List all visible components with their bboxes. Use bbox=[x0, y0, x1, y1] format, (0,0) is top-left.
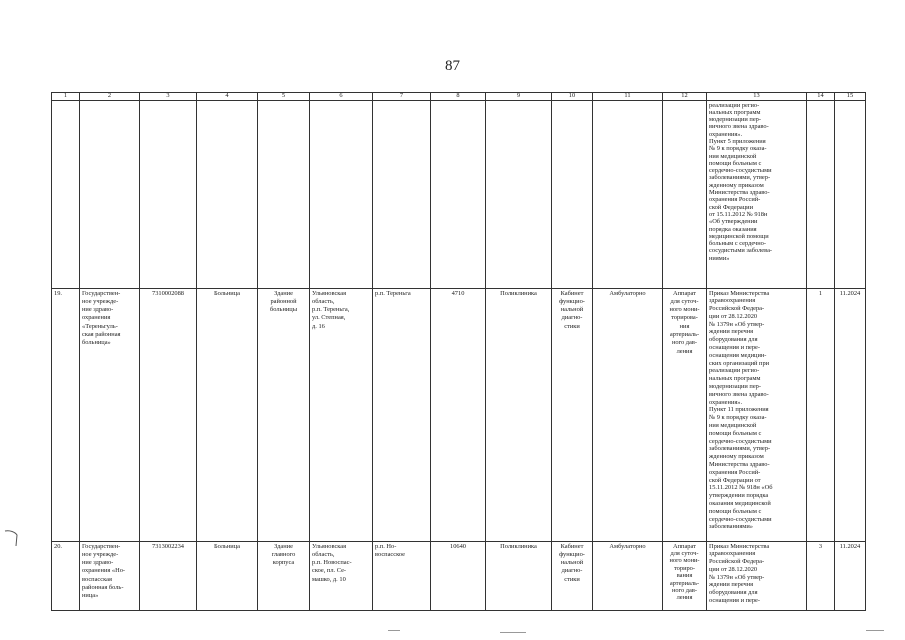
column-header: 13 bbox=[707, 93, 807, 101]
building-name: Здание главного корпуса bbox=[258, 541, 310, 610]
quantity: 3 bbox=[807, 541, 835, 610]
table-cell bbox=[310, 100, 373, 288]
quantity: 1 bbox=[807, 288, 835, 541]
unit: Поликлиника bbox=[486, 288, 552, 541]
deadline: 11.2024 bbox=[835, 288, 866, 541]
table-cell bbox=[431, 100, 486, 288]
population: 10640 bbox=[431, 541, 486, 610]
locality: р.п. Тереньга bbox=[373, 288, 431, 541]
table-cell bbox=[197, 100, 258, 288]
scan-artifact bbox=[500, 632, 526, 633]
column-header: 1 bbox=[52, 93, 80, 101]
facility-type: Больница bbox=[197, 288, 258, 541]
equipment: Аппарат для суточ- ного мони- ториро- вания артериаль- ного дав- ления bbox=[663, 541, 707, 610]
deadline: 11.2024 bbox=[835, 541, 866, 610]
locality: р.п. Но- воспасское bbox=[373, 541, 431, 610]
column-header: 11 bbox=[593, 93, 663, 101]
table-cell bbox=[552, 100, 593, 288]
table-cell bbox=[140, 100, 197, 288]
column-header: 15 bbox=[835, 93, 866, 101]
facility-type: Больница bbox=[197, 541, 258, 610]
column-header: 6 bbox=[310, 93, 373, 101]
care-type: Амбулаторно bbox=[593, 541, 663, 610]
table-cell bbox=[663, 100, 707, 288]
column-header: 3 bbox=[140, 93, 197, 101]
table-cell bbox=[80, 100, 140, 288]
table-cell bbox=[52, 100, 80, 288]
legal-basis: Приказ Министерства здравоохранения Российской Федера- ции от 28.12.2020 № 1379н «Об утвер- ждении перечня оборудования для оснащения и пере- bbox=[707, 541, 807, 610]
legal-basis: Приказ Министерства здравоохранения Российской Федера- ции от 28.12.2020 № 1379н «Об утвер- ждении перечня оборудования для оснащения и пере- оснащения медицин- ских организаций при реализации регио- нальных программ модернизации пер- вичного звена здраво- охранения». Пункт 11 приложения № 9 к порядку оказа- ния медицинской помощи больным с сердечно-сосудистыми заболеваниями, утвер- жденному приказом Министерства здраво- охранения Россий- ской Федерации от 15.11.2012 № 918н «Об утверждении порядка оказания медицинской помощи больным с сердечно-сосудистыми заболеваниями» bbox=[707, 288, 807, 541]
row-number: 19. bbox=[52, 288, 80, 541]
column-header: 2 bbox=[80, 93, 140, 101]
building-name: Здание районной больницы bbox=[258, 288, 310, 541]
room: Кабинет функцио- нальной диагно- стики bbox=[552, 541, 593, 610]
room: Кабинет функцио- нальной диагно- стики bbox=[552, 288, 593, 541]
address: Ульяновская область, р.п. Тереньга, ул. Степная, д. 16 bbox=[310, 288, 373, 541]
table-cell bbox=[486, 100, 552, 288]
page-number: 87 bbox=[445, 58, 460, 74]
table-cell bbox=[258, 100, 310, 288]
table-row bbox=[52, 541, 866, 610]
table-cell bbox=[593, 100, 663, 288]
table-row bbox=[52, 288, 866, 541]
table-cell bbox=[373, 100, 431, 288]
continuation-row bbox=[52, 100, 866, 288]
column-header: 12 bbox=[663, 93, 707, 101]
column-number-row bbox=[52, 93, 866, 101]
table-cell bbox=[835, 100, 866, 288]
unit: Поликлиника bbox=[486, 541, 552, 610]
column-header: 5 bbox=[258, 93, 310, 101]
scan-artifact bbox=[388, 630, 400, 631]
scan-artifact bbox=[866, 630, 884, 631]
column-header: 8 bbox=[431, 93, 486, 101]
population: 4710 bbox=[431, 288, 486, 541]
org-code: 7310002088 bbox=[140, 288, 197, 541]
org-code: 7313002234 bbox=[140, 541, 197, 610]
address: Ульяновская область, р.п. Новоспас- ское, пл. Се- машко, д. 10 bbox=[310, 541, 373, 610]
scan-pen-mark bbox=[4, 525, 20, 547]
equipment-table bbox=[51, 92, 866, 611]
row-number: 20. bbox=[52, 541, 80, 610]
equipment: Аппарат для суточ- ного мони- торирова- ния артериаль- ного дав- ления bbox=[663, 288, 707, 541]
legal-basis-continuation: реализации регио- нальных программ модернизации пер- вичного звена здраво- охранения». Пункт 5 приложения № 9 к порядку оказа- ния медицинской помощи больным с сердечно-сосудистыми заболеваниями, утвер- жденному приказом Министерства здраво- охранения Россий- ской Федерации от 15.11.2012 № 918н «Об утверждении порядка оказания медицинской помощи больным с сердечно- сосудистыми заболева- ниями» bbox=[707, 100, 807, 288]
column-header: 9 bbox=[486, 93, 552, 101]
column-header: 7 bbox=[373, 93, 431, 101]
table-cell bbox=[807, 100, 835, 288]
organization-name: Государствен- ное учрежде- ние здраво- охранения «Тереньгуль- ская районная больница» bbox=[80, 288, 140, 541]
column-header: 4 bbox=[197, 93, 258, 101]
column-header: 14 bbox=[807, 93, 835, 101]
column-header: 10 bbox=[552, 93, 593, 101]
organization-name: Государствен- ное учрежде- ние здраво- охранения «Но- воспасская районная боль- ница» bbox=[80, 541, 140, 610]
care-type: Амбулаторно bbox=[593, 288, 663, 541]
